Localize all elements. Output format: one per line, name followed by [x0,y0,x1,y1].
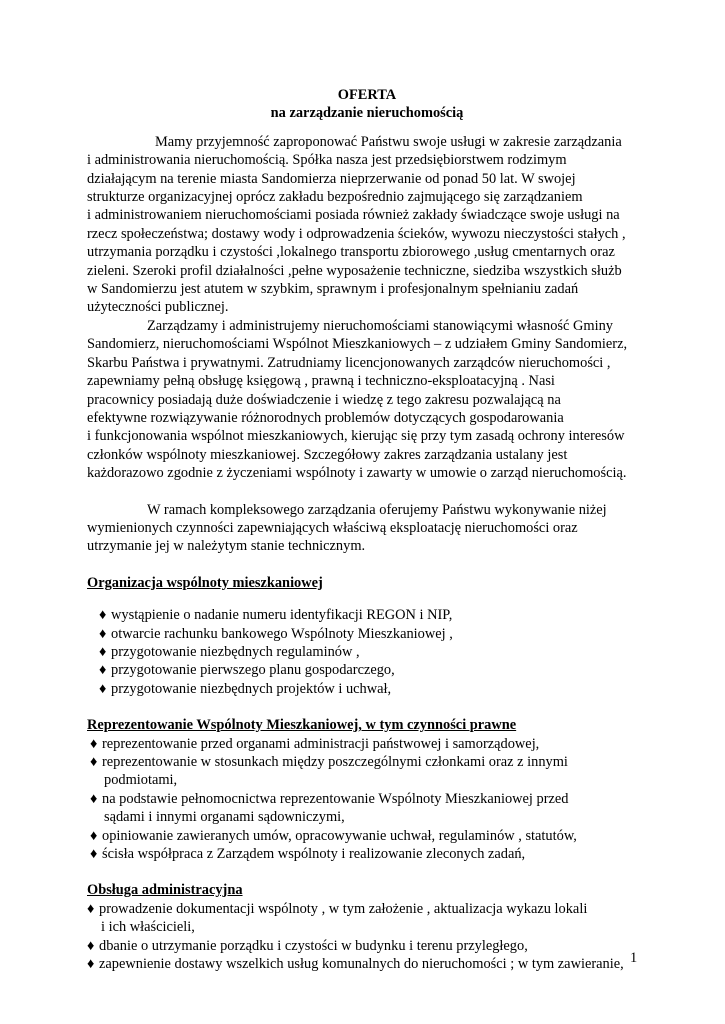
section-organizacja [87,574,647,698]
list-item [87,900,647,937]
paragraph-line: w Sandomierzu jest atutem w szybkim, sprawnym i profesjonalnym spełnianiu zadań [87,281,579,298]
list-item-text: na podstawie pełnomocnictwa reprezentowanie Wspólnoty Mieszkaniowej przed [102,790,569,807]
paragraph-line: Skarbu Państwa i prywatnymi. Zatrudniamy licencjonowanych zarządców nieruchomości , [87,354,611,371]
list-item-text: podmiotami, [104,772,178,789]
list-item [87,643,647,661]
section-heading: Obsługa administracyjna [87,882,243,899]
list-item [87,625,647,643]
paragraph-line: i administrowaniem nieruchomościami posiada również zakłady świadczące swoje usługi na [87,207,620,224]
paragraph-line: zieleni. Szeroki profil działalności ,pełne wyposażenie techniczne, siedziba wszystkich służb [87,262,622,279]
paragraph-line: i funkcjonowania wspólnot mieszkaniowych, kierując się przy tym zasadą ochrony interesów [87,428,625,445]
document-subtitle: na zarządzanie nieruchomością [270,105,464,122]
paragraph-line: utrzymania porządku i czystości ,lokalnego transportu zbiorowego ,usług cmentarnych oraz [87,244,615,261]
bullet-diamond-icon: ♦ [99,625,107,642]
bullet-diamond-icon: ♦ [87,956,95,973]
list-item-text: sądami i innymi organami sądowniczymi, [104,809,345,826]
paragraph-line: członków wspólnoty mieszkaniowej. Szczegółowy zakres zarządzania ustalany jest [87,446,568,463]
section-reprezentowanie [87,716,647,863]
page-number: 1 [630,950,638,966]
list-item-text: przygotowanie niezbędnych regulaminów , [111,643,360,660]
list-item-text: ścisła współpraca z Zarządem wspólnoty i realizowanie zleconych zadań, [102,846,526,863]
paragraph-line: Zarządzamy i administrujemy nieruchomościami stanowiącymi własność Gminy [147,317,613,334]
list-item [87,753,647,790]
section-heading: Organizacja wspólnoty mieszkaniowej [87,574,323,591]
paragraph-line: użyteczności publicznej. [87,299,229,316]
bullet-diamond-icon: ♦ [87,900,95,917]
paragraph-line: każdorazowo zgodnie z życzeniami wspólnoty i zawarty w umowie o zarząd nieruchomością. [87,465,627,482]
bullet-diamond-icon: ♦ [90,735,98,752]
paragraph-line: Sandomierz, nieruchomościami Wspólnot Mieszkaniowych – z udziałem Gminy Sandomierz, [87,336,628,353]
list-item-text: opiniowanie zawieranych umów, opracowywanie uchwał, regulaminów , statutów, [102,827,577,844]
list-item-text: reprezentowanie w stosunkach między poszczególnymi członkami oraz z innymi [102,754,568,770]
list-item-text: dbanie o utrzymanie porządku i czystości w budynku i terenu przyległego, [99,937,528,954]
document-title: OFERTA [337,87,397,103]
paragraph-line: wymienionych czynności zapewniających właściwą eksploatację nieruchomości oraz [87,519,578,536]
paragraph-line: Mamy przyjemność zaproponować Państwu swoje usługi w zakresie zarządzania [155,133,622,150]
paragraph-line: rzecz społeczeństwa; dostawy wody i odprowadzenia ścieków, wywozu nieczystości stałych , [87,225,626,242]
bullet-diamond-icon: ♦ [99,662,107,679]
paragraph-line: i administrowania nieruchomością. Spółka nasza jest przedsiębiorstwem rodzimym [87,152,567,169]
intro-paragraph-3 [87,501,647,556]
list-item [87,827,647,845]
document-page [87,86,647,973]
paragraph-line: działającym na terenie miasta Sandomierza nieprzerwanie od ponad 50 lat. W swojej [87,170,576,187]
bullet-diamond-icon: ♦ [99,680,107,697]
intro-paragraph-2 [87,317,647,483]
list-item-text: wystąpienie o nadanie numeru identyfikacji REGON i NIP, [111,607,453,624]
bullet-diamond-icon: ♦ [87,937,95,954]
list-item-text: otwarcie rachunku bankowego Wspólnoty Mieszkaniowej , [111,625,453,642]
list-item-text: i ich właścicieli, [101,919,195,936]
list-item [87,790,647,827]
paragraph-line: W ramach kompleksowego zarządzania oferujemy Państwu wykonywanie niżej [147,501,607,518]
bullet-list [87,900,647,974]
paragraph-line: efektywne rozwiązywanie różnorodnych problemów dotyczących gospodarowania [87,409,564,426]
intro-paragraph-1 [87,133,647,317]
bullet-list [87,735,647,864]
list-item [87,661,647,679]
list-item [87,735,647,753]
paragraph-line: zapewniamy pełną obsługę księgową , prawną i techniczno-eksploatacyjną . Nasi [87,373,555,390]
bullet-diamond-icon: ♦ [90,754,98,770]
bullet-diamond-icon: ♦ [90,827,98,844]
list-item [87,845,647,863]
list-item-text: prowadzenie dokumentacji wspólnoty , w tym założenie , aktualizacja wykazu lokali [99,900,588,917]
section-heading: Reprezentowanie Wspólnoty Mieszkaniowej, w tym czynności prawne [87,717,517,734]
list-item [87,606,647,624]
paragraph-line: utrzymanie jej w należytym stanie technicznym. [87,538,366,555]
list-item-text: zapewnienie dostawy wszelkich usług komunalnych do nieruchomości ; w tym zawieranie, [99,956,624,973]
bullet-list [87,606,647,698]
list-item [87,937,647,955]
paragraph-line: strukturze organizacyjnej oprócz zakładu bezpośrednio zajmującego się zarządzaniem [87,189,583,206]
list-item-text: przygotowanie niezbędnych projektów i uchwał, [111,680,392,697]
list-item-text: reprezentowanie przed organami administracji państwowej i samorządowej, [102,735,540,752]
paragraph-line: pracownicy posiadają duże doświadczenie i wiedzę z tego zakresu pozwalającą na [87,391,561,408]
section-obsluga [87,881,647,973]
bullet-diamond-icon: ♦ [99,643,107,660]
list-item-text: przygotowanie pierwszego planu gospodarczego, [111,662,395,679]
list-item [87,955,647,973]
bullet-diamond-icon: ♦ [99,607,107,624]
bullet-diamond-icon: ♦ [90,790,98,807]
bullet-diamond-icon: ♦ [90,846,98,863]
list-item [87,680,647,698]
